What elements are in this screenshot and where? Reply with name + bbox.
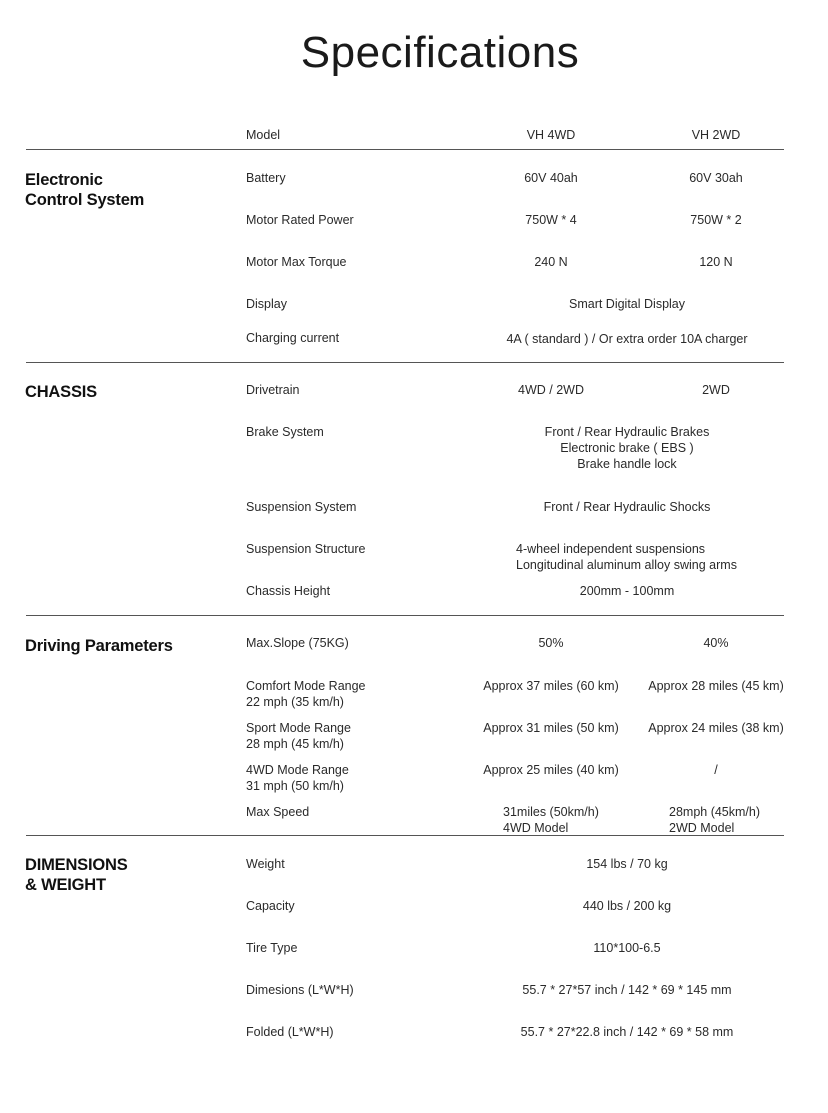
value-max-speed-4wd: 31miles (50km/h) 4WD Model bbox=[503, 805, 599, 835]
value-battery-2wd: 60V 30ah bbox=[689, 171, 743, 185]
row-label-motor-power: Motor Rated Power bbox=[246, 213, 354, 227]
row-label-suspension-system: Suspension System bbox=[246, 500, 357, 514]
row-label-capacity: Capacity bbox=[246, 899, 295, 913]
value-suspension-structure: 4-wheel independent suspensions Longitudinal aluminum alloy swing arms bbox=[516, 542, 737, 572]
row-label-battery: Battery bbox=[246, 171, 286, 185]
value-weight: 154 lbs / 70 kg bbox=[586, 857, 668, 871]
header-model-label: Model bbox=[246, 128, 281, 142]
value-suspension-system: Front / Rear Hydraulic Shocks bbox=[543, 500, 711, 514]
value-4wd-range-4wd: Approx 25 miles (40 km) bbox=[483, 763, 619, 777]
value-drivetrain-4wd: 4WD / 2WD bbox=[518, 383, 584, 397]
header-col-4wd: VH 4WD bbox=[526, 128, 576, 142]
row-label-drivetrain: Drivetrain bbox=[246, 383, 300, 397]
value-tire: 110*100-6.5 bbox=[593, 941, 661, 955]
value-chassis-height: 200mm - 100mm bbox=[579, 584, 675, 598]
row-label-weight: Weight bbox=[246, 857, 285, 871]
value-motor-power-2wd: 750W * 2 bbox=[690, 213, 742, 227]
row-label-suspension-structure: Suspension Structure bbox=[246, 542, 366, 556]
value-max-slope-4wd: 50% bbox=[538, 636, 564, 650]
value-folded: 55.7 * 27*22.8 inch / 142 * 69 * 58 mm bbox=[520, 1025, 734, 1039]
value-motor-torque-2wd: 120 N bbox=[699, 255, 733, 269]
value-dimensions: 55.7 * 27*57 inch / 142 * 69 * 145 mm bbox=[522, 983, 732, 997]
row-label-chassis-height: Chassis Height bbox=[246, 584, 331, 598]
row-label-folded: Folded (L*W*H) bbox=[246, 1025, 334, 1039]
value-brake: Front / Rear Hydraulic Brakes Electronic brake ( EBS ) Brake handle lock bbox=[544, 425, 710, 471]
value-charging: 4A ( standard ) / Or extra order 10A charger bbox=[506, 332, 748, 346]
value-motor-power-4wd: 750W * 4 bbox=[525, 213, 577, 227]
section-title-chassis: CHASSIS bbox=[25, 383, 97, 401]
value-capacity: 440 lbs / 200 kg bbox=[582, 899, 672, 913]
row-label-max-slope: Max.Slope (75KG) bbox=[246, 636, 349, 650]
value-comfort-range-2wd: Approx 28 miles (45 km) bbox=[648, 679, 784, 693]
row-label-sport-range: Sport Mode Range 28 mph (45 km/h) bbox=[246, 721, 351, 751]
value-max-slope-2wd: 40% bbox=[703, 636, 729, 650]
row-label-display: Display bbox=[246, 297, 287, 311]
value-sport-range-4wd: Approx 31 miles (50 km) bbox=[483, 721, 619, 735]
value-motor-torque-4wd: 240 N bbox=[534, 255, 568, 269]
value-sport-range-2wd: Approx 24 miles (38 km) bbox=[648, 721, 784, 735]
value-comfort-range-4wd: Approx 37 miles (60 km) bbox=[483, 679, 619, 693]
row-label-comfort-range: Comfort Mode Range 22 mph (35 km/h) bbox=[246, 679, 366, 709]
section-title-driving: Driving Parameters bbox=[25, 637, 173, 655]
divider bbox=[26, 149, 784, 150]
page-title: Specifications bbox=[300, 28, 580, 77]
section-title-electronic: Electronic Control System bbox=[25, 171, 145, 209]
header-col-2wd: VH 2WD bbox=[691, 128, 741, 142]
row-label-dimensions: Dimesions (L*W*H) bbox=[246, 983, 354, 997]
row-label-max-speed: Max Speed bbox=[246, 805, 310, 819]
row-label-brake: Brake System bbox=[246, 425, 324, 439]
divider bbox=[26, 362, 784, 363]
value-4wd-range-2wd: / bbox=[714, 763, 718, 777]
row-label-motor-torque: Motor Max Torque bbox=[246, 255, 347, 269]
value-display: Smart Digital Display bbox=[568, 297, 686, 311]
value-drivetrain-2wd: 2WD bbox=[702, 383, 730, 397]
row-label-charging: Charging current bbox=[246, 331, 340, 345]
section-title-dimensions: DIMENSIONS & WEIGHT bbox=[25, 856, 128, 894]
divider bbox=[26, 615, 784, 616]
row-label-tire: Tire Type bbox=[246, 941, 298, 955]
value-max-speed-2wd: 28mph (45km/h) 2WD Model bbox=[669, 805, 761, 835]
row-label-4wd-range: 4WD Mode Range 31 mph (50 km/h) bbox=[246, 763, 349, 793]
value-battery-4wd: 60V 40ah bbox=[524, 171, 578, 185]
divider bbox=[26, 835, 784, 836]
